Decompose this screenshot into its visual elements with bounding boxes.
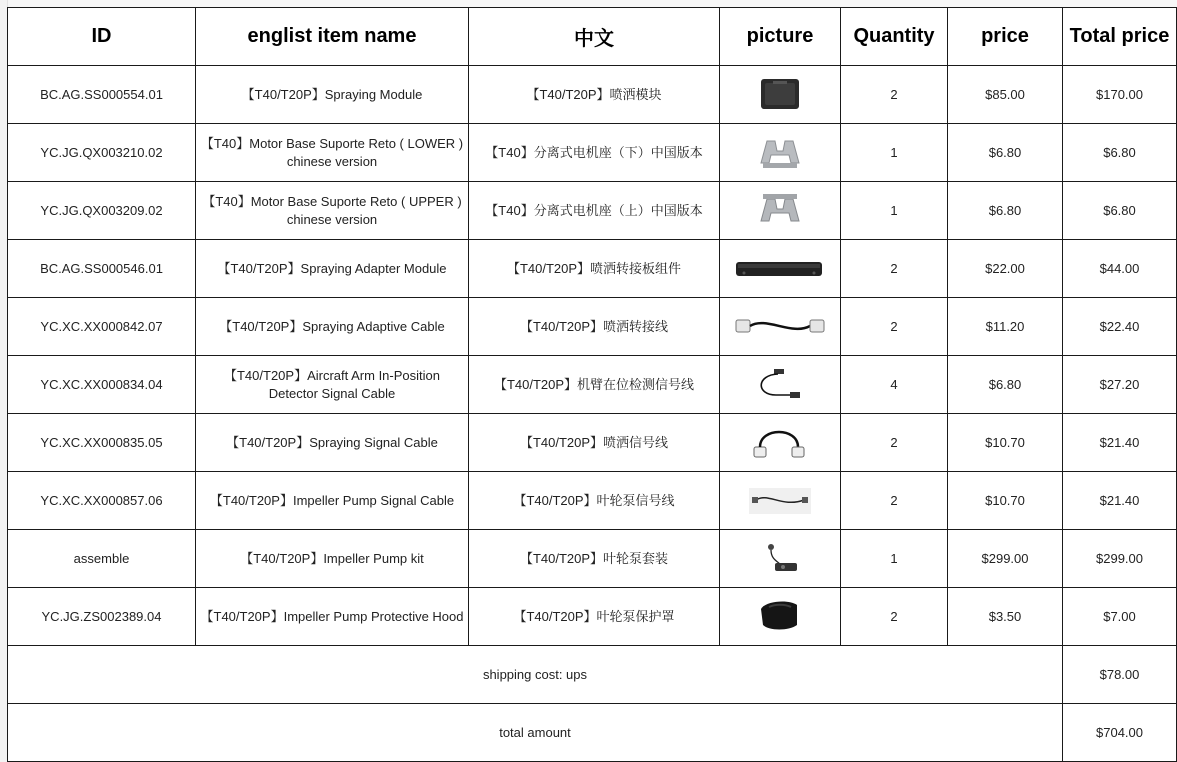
- cell-quantity[interactable]: 1: [841, 530, 948, 588]
- cell-id[interactable]: YC.JG.ZS002389.04: [8, 588, 196, 646]
- header-quantity[interactable]: Quantity: [841, 8, 948, 66]
- cell-price[interactable]: $11.20: [948, 298, 1063, 356]
- cell-chinese-name[interactable]: 【T40/T20P】喷洒信号线: [469, 414, 720, 472]
- table-row: [8, 472, 1177, 530]
- cell-chinese-name[interactable]: 【T40/T20P】喷洒转接线: [469, 298, 720, 356]
- cell-english-name[interactable]: 【T40】Motor Base Suporte Reto ( LOWER ) chinese version: [196, 124, 469, 182]
- header-chinese-name[interactable]: 中文: [469, 8, 720, 66]
- cell-id[interactable]: YC.JG.QX003210.02: [8, 124, 196, 182]
- cell-total[interactable]: $170.00: [1063, 66, 1177, 124]
- cell-picture[interactable]: [720, 240, 841, 298]
- cell-price[interactable]: $299.00: [948, 530, 1063, 588]
- cell-chinese-name[interactable]: 【T40】分离式电机座（上）中国版本: [469, 182, 720, 240]
- cell-english-name[interactable]: 【T40/T20P】Spraying Signal Cable: [196, 414, 469, 472]
- header-price[interactable]: price: [948, 8, 1063, 66]
- table-row: [8, 66, 1177, 124]
- adapter-module-photo: [732, 254, 828, 284]
- cell-quantity[interactable]: 4: [841, 356, 948, 414]
- cell-picture[interactable]: [720, 66, 841, 124]
- cell-total[interactable]: $299.00: [1063, 530, 1177, 588]
- cell-chinese-name[interactable]: 【T40/T20P】机臂在位检测信号线: [469, 356, 720, 414]
- cell-chinese-name[interactable]: 【T40/T20P】叶轮泵保护罩: [469, 588, 720, 646]
- cell-english-name[interactable]: 【T40/T20P】Spraying Adaptive Cable: [196, 298, 469, 356]
- cell-id[interactable]: YC.XC.XX000842.07: [8, 298, 196, 356]
- total-value[interactable]: $704.00: [1063, 704, 1177, 762]
- cell-total[interactable]: $21.40: [1063, 414, 1177, 472]
- sheet-top-edge: [0, 0, 1177, 7]
- cell-english-name[interactable]: 【T40/T20P】Impeller Pump Signal Cable: [196, 472, 469, 530]
- cell-quantity[interactable]: 2: [841, 66, 948, 124]
- arm-detector-cable-photo: [750, 365, 810, 405]
- cell-chinese-name[interactable]: 【T40】分离式电机座（下）中国版本: [469, 124, 720, 182]
- table-row: [8, 182, 1177, 240]
- cell-total[interactable]: $21.40: [1063, 472, 1177, 530]
- cell-total[interactable]: $22.40: [1063, 298, 1177, 356]
- total-label[interactable]: total amount: [8, 704, 1063, 762]
- table-row: [8, 414, 1177, 472]
- cell-picture[interactable]: [720, 588, 841, 646]
- table-row: [8, 530, 1177, 588]
- header-total-price[interactable]: Total price: [1063, 8, 1177, 66]
- cell-id[interactable]: YC.JG.QX003209.02: [8, 182, 196, 240]
- impeller-pump-kit-photo: [755, 539, 805, 579]
- cell-english-name[interactable]: 【T40/T20P】Impeller Pump kit: [196, 530, 469, 588]
- cell-english-name[interactable]: 【T40/T20P】Impeller Pump Protective Hood: [196, 588, 469, 646]
- shipping-value[interactable]: $78.00: [1063, 646, 1177, 704]
- cell-english-name[interactable]: 【T40】Motor Base Suporte Reto ( UPPER ) chinese version: [196, 182, 469, 240]
- cell-total[interactable]: $6.80: [1063, 124, 1177, 182]
- cell-quantity[interactable]: 2: [841, 588, 948, 646]
- cell-picture[interactable]: [720, 472, 841, 530]
- spraying-signal-cable-photo: [750, 423, 810, 463]
- cell-price[interactable]: $22.00: [948, 240, 1063, 298]
- total-row: [8, 704, 1177, 762]
- table-row: [8, 356, 1177, 414]
- header-picture[interactable]: picture: [720, 8, 841, 66]
- impeller-pump-cable-photo: [748, 486, 812, 516]
- header-id[interactable]: ID: [8, 8, 196, 66]
- cell-price[interactable]: $3.50: [948, 588, 1063, 646]
- cell-quantity[interactable]: 2: [841, 472, 948, 530]
- cell-price[interactable]: $6.80: [948, 356, 1063, 414]
- table-row: [8, 298, 1177, 356]
- cell-quantity[interactable]: 2: [841, 414, 948, 472]
- motor-base-upper-photo: [755, 191, 805, 231]
- cell-total[interactable]: $7.00: [1063, 588, 1177, 646]
- cell-english-name[interactable]: 【T40/T20P】Spraying Adapter Module: [196, 240, 469, 298]
- cell-id[interactable]: assemble: [8, 530, 196, 588]
- cell-id[interactable]: BC.AG.SS000546.01: [8, 240, 196, 298]
- cell-picture[interactable]: [720, 530, 841, 588]
- cell-chinese-name[interactable]: 【T40/T20P】叶轮泵套装: [469, 530, 720, 588]
- cell-price[interactable]: $10.70: [948, 414, 1063, 472]
- table-row: [8, 124, 1177, 182]
- cell-price[interactable]: $10.70: [948, 472, 1063, 530]
- cell-price[interactable]: $6.80: [948, 182, 1063, 240]
- cell-quantity[interactable]: 2: [841, 298, 948, 356]
- cell-english-name[interactable]: 【T40/T20P】Aircraft Arm In-Position Detector Signal Cable: [196, 356, 469, 414]
- header-english-name[interactable]: englist item name: [196, 8, 469, 66]
- cell-chinese-name[interactable]: 【T40/T20P】叶轮泵信号线: [469, 472, 720, 530]
- cell-picture[interactable]: [720, 414, 841, 472]
- cell-id[interactable]: YC.XC.XX000834.04: [8, 356, 196, 414]
- spraying-module-photo: [755, 75, 805, 115]
- cell-quantity[interactable]: 2: [841, 240, 948, 298]
- cell-total[interactable]: $27.20: [1063, 356, 1177, 414]
- header-row: [8, 8, 1177, 66]
- cell-id[interactable]: YC.XC.XX000857.06: [8, 472, 196, 530]
- cell-quantity[interactable]: 1: [841, 182, 948, 240]
- cell-chinese-name[interactable]: 【T40/T20P】喷洒转接板组件: [469, 240, 720, 298]
- table-row: [8, 588, 1177, 646]
- cell-id[interactable]: BC.AG.SS000554.01: [8, 66, 196, 124]
- protective-hood-photo: [755, 597, 805, 637]
- table-row: [8, 240, 1177, 298]
- cell-price[interactable]: $85.00: [948, 66, 1063, 124]
- cell-price[interactable]: $6.80: [948, 124, 1063, 182]
- cell-quantity[interactable]: 1: [841, 124, 948, 182]
- cell-picture[interactable]: [720, 298, 841, 356]
- cell-chinese-name[interactable]: 【T40/T20P】喷洒模块: [469, 66, 720, 124]
- cell-picture[interactable]: [720, 182, 841, 240]
- cell-english-name[interactable]: 【T40/T20P】Spraying Module: [196, 66, 469, 124]
- motor-base-lower-photo: [755, 133, 805, 173]
- cell-picture[interactable]: [720, 356, 841, 414]
- cell-total[interactable]: $6.80: [1063, 182, 1177, 240]
- cell-total[interactable]: $44.00: [1063, 240, 1177, 298]
- adaptive-cable-photo: [732, 312, 828, 342]
- cell-id[interactable]: YC.XC.XX000835.05: [8, 414, 196, 472]
- cell-picture[interactable]: [720, 124, 841, 182]
- shipping-row: [8, 646, 1177, 704]
- quotation-table: [7, 7, 1177, 762]
- shipping-label[interactable]: shipping cost: ups: [8, 646, 1063, 704]
